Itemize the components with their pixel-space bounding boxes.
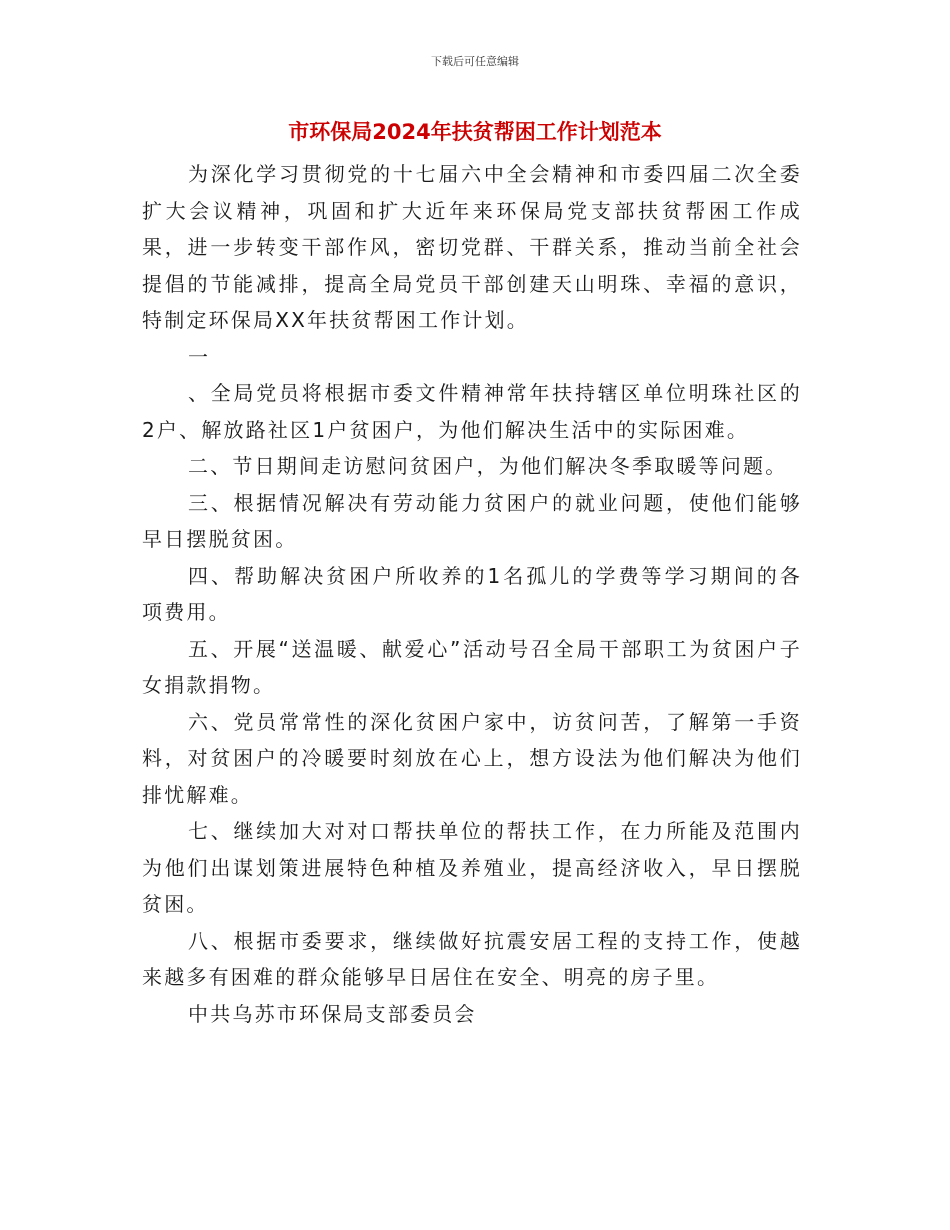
paragraph-item-6: 六、党员常常性的深化贫困户家中，访贫问苦，了解第一手资料，对贫困户的冷暖要时刻放在心上，想方设法为他们解决为他们排忧解难。 xyxy=(142,709,802,807)
paragraph-item-4: 四、帮助解决贫困户所收养的1名孤儿的学费等学习期间的各项费用。 xyxy=(142,563,802,624)
signature: 中共乌苏市环保局支部委员会 xyxy=(188,1001,477,1026)
paragraph-item-5: 五、开展“送温暖、献爱心”活动号召全局干部职工为贫困户子女捐款捐物。 xyxy=(142,636,802,697)
paragraph-item-2: 二、节日期间走访慰问贫困户，为他们解决冬季取暖等问题。 xyxy=(188,454,788,478)
paragraph-item-1: 、全局党员将根据市委文件精神常年扶持辖区单位明珠社区的2户、解放路社区1户贫困户，为他们解决生活中的实际困难。 xyxy=(142,381,802,442)
header-note: 下载后可任意编辑 xyxy=(431,55,519,68)
paragraph-item-3: 三、根据情况解决有劳动能力贫困户的就业问题，使他们能够早日摆脱贫困。 xyxy=(142,490,802,551)
paragraph-intro: 为深化学习贯彻党的十七届六中全会精神和市委四届二次全委扩大会议精神，巩固和扩大近年来环保局党支部扶贫帮困工作成果，进一步转变干部作风，密切党群、干群关系，推动当前全社会提倡的节能减排，提高全局党员干部创建天山明珠、幸福的意识，特制定环保局XX年扶贫帮困工作计划。 xyxy=(142,162,802,332)
paragraph-item-1-number: 一 xyxy=(188,344,211,369)
document-title: 市环保局2024年扶贫帮困工作计划范本 xyxy=(288,120,662,144)
paragraph-item-8: 八、根据市委要求，继续做好抗震安居工程的支持工作，使越来越多有困难的群众能够早日居住在安全、明亮的房子里。 xyxy=(142,928,802,989)
document-body xyxy=(142,156,802,1032)
paragraph-item-7: 七、继续加大对对口帮扶单位的帮扶工作，在力所能及范围内为他们出谋划策进展特色种植及养殖业，提高经济收入，早日摆脱贫困。 xyxy=(142,819,802,916)
